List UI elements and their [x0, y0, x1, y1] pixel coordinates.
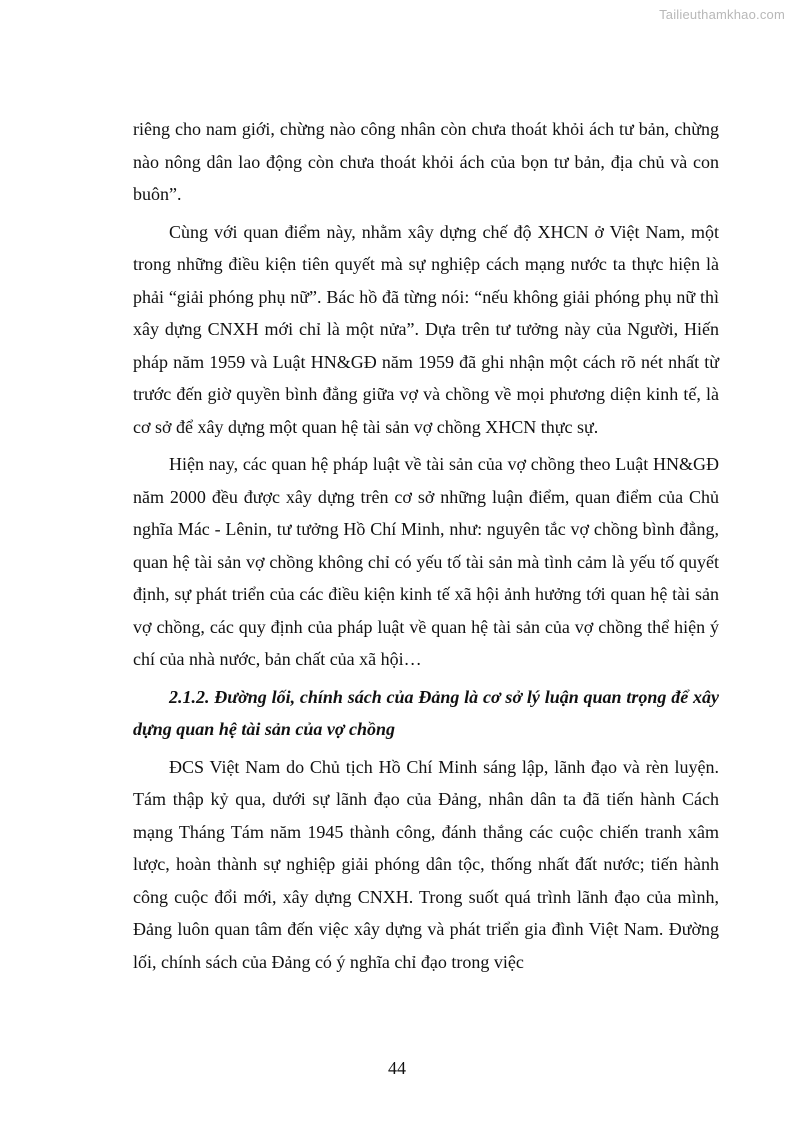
page-number: 44	[388, 1058, 406, 1078]
paragraph-current-law: Hiện nay, các quan hệ pháp luật về tài sản của vợ chồng theo Luật HN&GĐ năm 2000 đều được xây dựng trên cơ sở những luận điểm, quan điểm của Chủ nghĩa Mác - Lênin, tư tưởng Hồ Chí Minh, như: nguyên tắc vợ chồng bình đẳng, quan hệ tài sản vợ chồng không chỉ có yếu tố tài sản mà tình cảm là yếu tố quyết định, sự phát triển của các điều kiện kinh tế xã hội ảnh hưởng tới quan hệ tài sản vợ chồng, các quy định của pháp luật về quan hệ tài sản của vợ chồng thể hiện ý chí của nhà nước, bản chất của xã hội…	[133, 454, 719, 669]
paragraph-party-history: ĐCS Việt Nam do Chủ tịch Hồ Chí Minh sáng lập, lãnh đạo và rèn luyện. Tám thập kỷ qua, dưới sự lãnh đạo của Đảng, nhân dân ta đã tiến hành Cách mạng Tháng Tám năm 1945 thành công, đánh thắng các cuộc chiến tranh xâm lược, hoàn thành sự nghiệp giải phóng dân tộc, thống nhất đất nước; tiến hành công cuộc đổi mới, xây dựng CNXH. Trong suốt quá trình lãnh đạo của mình, Đảng luôn quan tâm đến việc xây dựng và phát triển gia đình Việt Nam. Đường lối, chính sách của Đảng có ý nghĩa chỉ đạo trong việc	[133, 756, 719, 972]
page-body	[133, 113, 719, 983]
paragraph-liberation-of-women: Cùng với quan điểm này, nhằm xây dựng chế độ XHCN ở Việt Nam, một trong những điều kiện tiên quyết mà sự nghiệp cách mạng nước ta thực hiện là phải “giải phóng phụ nữ”. Bác hồ đã từng nói: “nếu không giải phóng phụ nữ thì xây dựng CNXH mới chỉ là một nửa”. Dựa trên tư tưởng này của Người, Hiến pháp năm 1959 và Luật HN&GĐ năm 1959 đã ghi nhận một cách rõ nét nhất từ trước đến giờ quyền bình đẳng giữa vợ và chồng về mọi phương diện kinh tế, là cơ sở để xây dựng một quan hệ tài sản vợ chồng XHCN thực sự.	[133, 221, 719, 437]
paragraph-continuation: riêng cho nam giới, chừng nào công nhân còn chưa thoát khỏi ách tư bản, chừng nào nông dân lao động còn chưa thoát khỏi ách của bọn tư bản, địa chủ và con buôn”.	[133, 119, 719, 204]
watermark-text: Tailieuthamkhao.com	[659, 7, 785, 22]
section-heading: 2.1.2. Đường lối, chính sách của Đảng là cơ sở lý luận quan trọng để xây dựng quan hệ tài sản của vợ chồng	[133, 686, 719, 739]
